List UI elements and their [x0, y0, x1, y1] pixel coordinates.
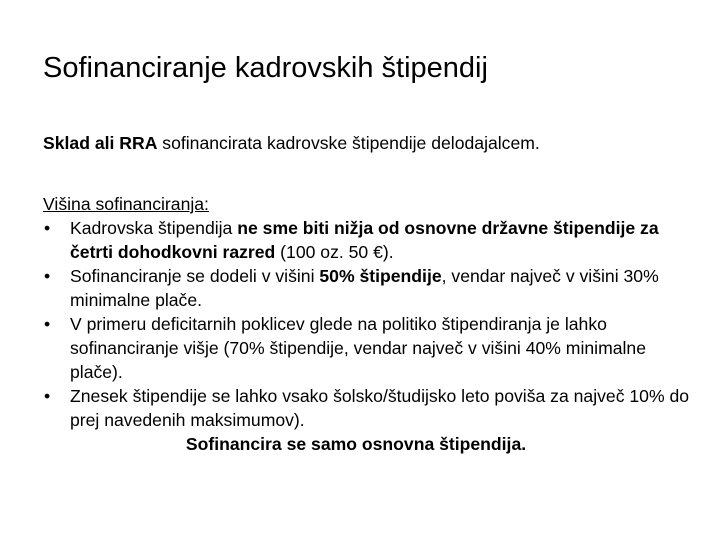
bullet-list	[43, 216, 703, 432]
closing-statement: Sofinancira se samo osnovna štipendija.	[185, 434, 527, 454]
intro-text: sofinancirata kadrovske štipendije delodajalcem.	[157, 133, 540, 153]
emphasis-text: ne sme biti nižja od osnovne državne štipendije za četrti dohodkovni razred	[70, 218, 659, 262]
intro-bold-text: Sklad ali RRA	[43, 133, 158, 153]
list-item: • Kadrovska štipendija ne sme biti nižja od osnovne državne štipendije za četrti dohodkovni razred (100 oz. 50 €).	[44, 218, 659, 262]
funding-level-section	[43, 192, 703, 456]
section-heading: Višina sofinanciranja:	[43, 194, 209, 214]
bullet-icon: •	[44, 266, 51, 286]
slide-title: Sofinanciranje kadrovskih štipendij	[43, 52, 488, 84]
list-item: • V primeru deficitarnih poklicev glede na politiko štipendiranja je lahko sofinanciranje višje (70% štipendije, vendar največ v višini 40% minimalne plače).	[44, 314, 646, 382]
bullet-icon: •	[44, 218, 51, 238]
emphasis-text: 50% štipendije	[319, 266, 442, 286]
bullet-icon: •	[44, 314, 51, 334]
list-item: • Sofinanciranje se dodeli v višini 50% štipendije, vendar največ v višini 30% minimalne plače.	[44, 266, 659, 310]
bullet-icon: •	[44, 386, 51, 406]
list-item: • Znesek štipendije se lahko vsako šolsko/študijsko leto poviša za največ 10% do prej navedenih maksimumov).	[44, 386, 690, 430]
intro-paragraph	[43, 131, 703, 155]
